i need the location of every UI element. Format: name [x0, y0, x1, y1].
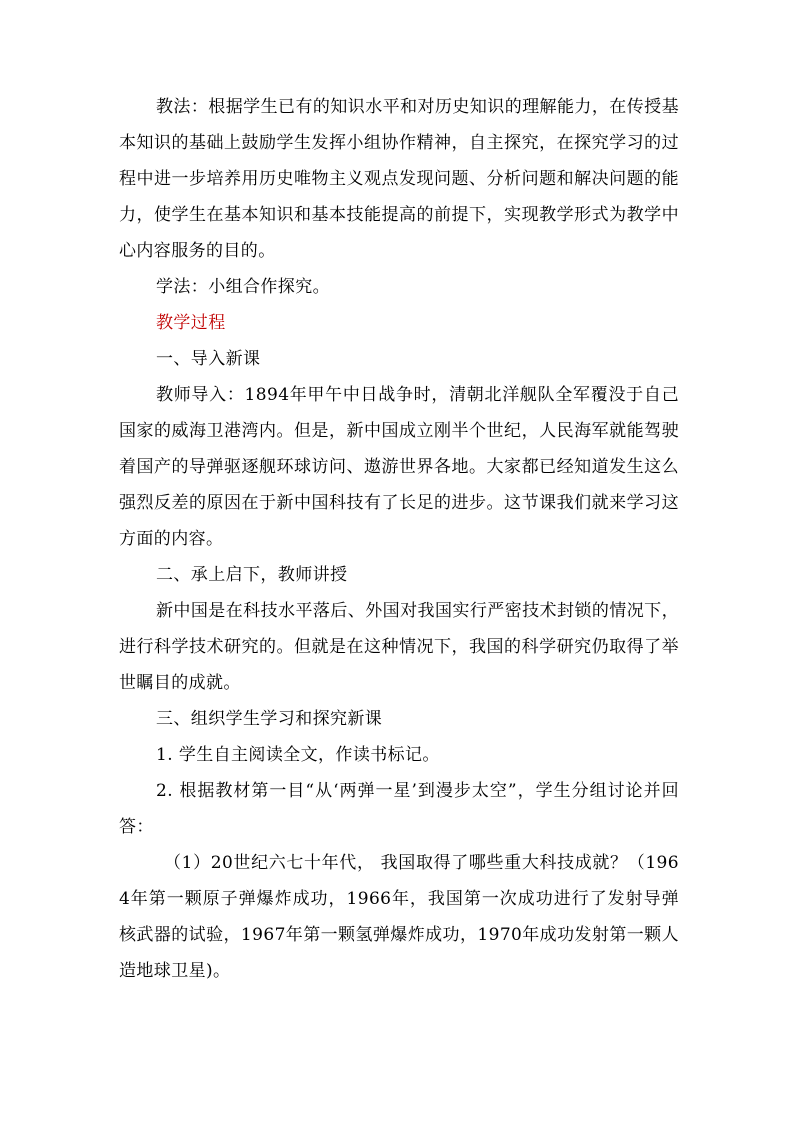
step-1-paragraph: 1. 学生自主阅读全文，作读书标记。	[156, 745, 440, 765]
section-3-heading: 三、组织学生学习和探究新课	[156, 709, 383, 729]
section-2-body: 新中国是在科技水平落后、外国对我国实行严密技术封锁的情况下，进行科学技术研究的。但就是在这种情况下，我国的科学研究仍取得了举世瞩目的成就。	[119, 601, 679, 693]
teaching-method-paragraph: 教法：根据学生已有的知识水平和对历史知识的理解能力，在传授基本知识的基础上鼓励学生发挥小组协作精神，自主探究，在探究学习的过程中进一步培养用历史唯物主义观点发现问题、分析问题和解决问题的能力，使学生在基本知识和基本技能提高的前提下，实现教学形式为教学中心内容服务的目的。	[119, 97, 679, 261]
learning-method-paragraph: 学法：小组合作探究。	[156, 277, 330, 297]
teaching-process-heading: 教学过程	[156, 313, 226, 333]
section-1-heading: 一、导入新课	[156, 349, 261, 369]
document-body	[119, 89, 679, 989]
question-1-paragraph: （1）20世纪六七十年代， 我国取得了哪些重大科技成就？（1964年第一颗原子弹爆炸成功，1966年，我国第一次成功进行了发射导弹核武器的试验，1967年第一颗氢弹爆炸成功，1970年成功发射第一颗人造地球卫星)。	[119, 853, 679, 981]
step-2-paragraph: 2. 根据教材第一目“从‘两弹一星’到漫步太空”，学生分组讨论并回答：	[119, 781, 679, 837]
section-2-heading: 二、承上启下，教师讲授	[156, 565, 348, 585]
section-1-body: 教师导入：1894年甲午中日战争时，清朝北洋舰队全军覆没于自己国家的威海卫港湾内。但是，新中国成立刚半个世纪，人民海军就能驾驶着国产的导弹驱逐舰环球访问、遨游世界各地。大家都已经知道发生这么强烈反差的原因在于新中国科技有了长足的进步。这节课我们就来学习这方面的内容。	[119, 385, 679, 549]
